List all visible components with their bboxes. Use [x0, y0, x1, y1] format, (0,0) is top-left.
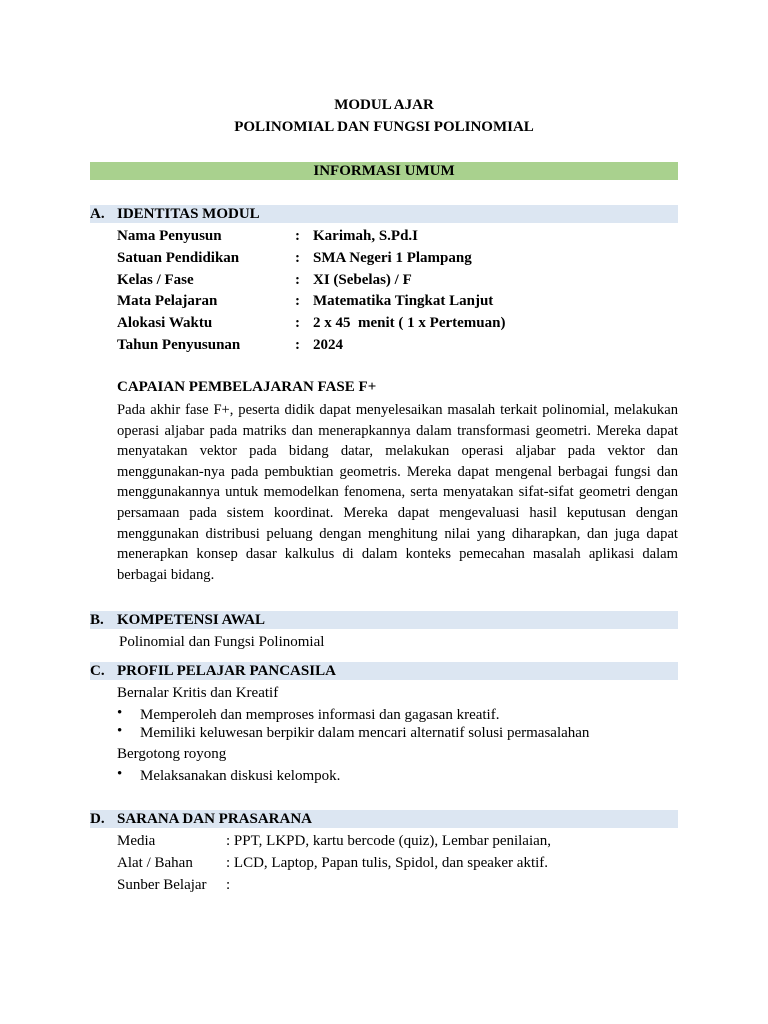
document-subtitle: POLINOMIAL DAN FUNGSI POLINOMIAL	[234, 119, 534, 135]
identity-colon: :	[295, 228, 300, 244]
section-d-title: SARANA DAN PRASARANA	[117, 811, 313, 827]
sarana-label: Media	[117, 833, 156, 849]
bullet-icon: •	[117, 705, 123, 721]
bullet-icon: •	[117, 766, 123, 782]
section-c-title: PROFIL PELAJAR PANCASILA	[117, 663, 336, 679]
sarana-label: Alat / Bahan	[117, 855, 193, 871]
sarana-value: : PPT, LKPD, kartu bercode (quiz), Lembar penilaian,	[226, 833, 552, 849]
section-a-title: IDENTITAS MODUL	[117, 206, 260, 222]
info-umum-bar: INFORMASI UMUM	[90, 162, 678, 180]
identity-colon: :	[295, 315, 300, 331]
profil-item: Melaksanakan diskusi kelompok.	[140, 768, 341, 784]
identity-colon: :	[295, 272, 300, 288]
section-d-letter: D.	[90, 811, 105, 827]
identity-colon: :	[295, 250, 300, 266]
sarana-label: Sunber Belajar	[117, 877, 207, 893]
sarana-value: :	[226, 877, 231, 893]
identity-value: 2024	[313, 337, 343, 353]
profil-group-label: Bergotong royong	[117, 746, 227, 762]
identity-label: Kelas / Fase	[117, 272, 194, 288]
identity-colon: :	[295, 293, 300, 309]
section-b-title: KOMPETENSI AWAL	[117, 612, 265, 628]
identity-label: Mata Pelajaran	[117, 293, 218, 309]
identity-label: Tahun Penyusunan	[117, 337, 241, 353]
profil-item: Memperoleh dan memproses informasi dan gagasan kreatif.	[140, 707, 500, 723]
section-c-letter: C.	[90, 663, 105, 679]
section-b-letter: B.	[90, 612, 104, 628]
identity-label: Satuan Pendidikan	[117, 250, 240, 266]
capaian-heading: CAPAIAN PEMBELAJARAN FASE F+	[117, 379, 377, 395]
section-a-letter: A.	[90, 206, 105, 222]
identity-value: SMA Negeri 1 Plampang	[313, 250, 472, 266]
identity-label: Alokasi Waktu	[117, 315, 213, 331]
identity-value: Karimah, S.Pd.I	[313, 228, 419, 244]
identity-value: XI (Sebelas) / F	[313, 272, 412, 288]
bullet-icon: •	[117, 723, 123, 739]
identity-value: 2 x 45 menit ( 1 x Pertemuan)	[313, 315, 506, 331]
identity-value: Matematika Tingkat Lanjut	[313, 293, 494, 309]
kompetensi-text: Polinomial dan Fungsi Polinomial	[119, 634, 325, 650]
capaian-paragraph: Pada akhir fase F+, peserta didik dapat menyelesaikan masalah terkait polinomial, melakukan operasi aljabar pada matriks dan menerapkannya dalam transformasi geometri. Mereka dapat menyatakan vektor pada bidang datar, melakukan operasi aljabar pada vektor dan menggunakan-nya pada pembuktian geometris. Mereka dapat mengenal berbagai fungsi dan menggunakannya untuk memodelkan fenomena, serta menyatakan sifat-sifat geometri dengan persamaan pada sistem koordinat. Mereka dapat mengevaluasi hasil keputusan dengan menggunakan distribusi peluang dengan menghitung nilai yang diharapkan, dan juga dapat menerapkan konsep dasar kalkulus di dalam konteks pemecahan masalah aplikasi dalam berbagai bidang.	[117, 402, 678, 583]
profil-item: Memiliki keluwesan berpikir dalam mencari alternatif solusi permasalahan	[140, 725, 590, 741]
identity-label: Nama Penyusun	[117, 228, 222, 244]
profil-group-label: Bernalar Kritis dan Kreatif	[117, 685, 279, 701]
sarana-value: : LCD, Laptop, Papan tulis, Spidol, dan speaker aktif.	[226, 855, 549, 871]
document-title: MODUL AJAR	[334, 97, 434, 113]
identity-colon: :	[295, 337, 300, 353]
